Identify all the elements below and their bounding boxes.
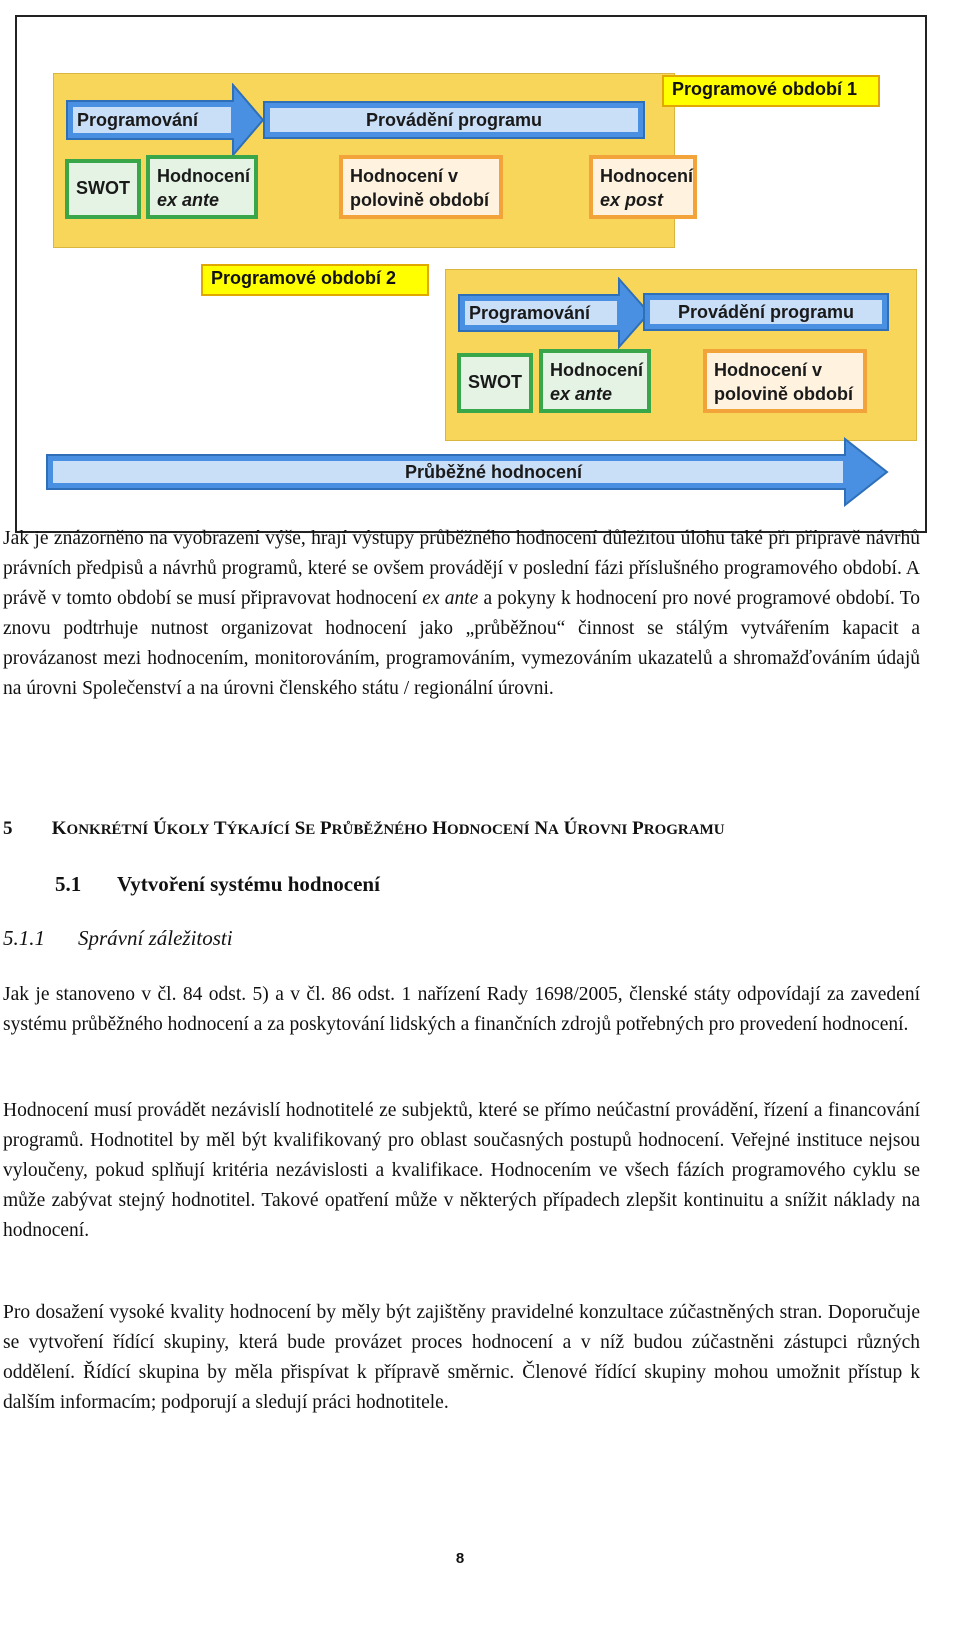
period2-midterm-line1: Hodnocení v (714, 360, 823, 380)
period1-midterm-box (339, 155, 503, 219)
period1-programming-arrow (65, 83, 265, 157)
period2-implementation-bar (643, 293, 889, 331)
period1-swot-label: SWOT (76, 178, 130, 198)
regulation-paragraph: Jak je stanoveno v čl. 84 odst. 5) a v čl. 86 odst. 1 nařízení Rady 1698/2005, členské státy odpovídají za zavedení systému průběžného hodnocení a za poskytování lidských a finančních zdrojů potřebných pro provedení hodnocení. (3, 984, 920, 1035)
period2-exante-box (539, 349, 651, 413)
period2-swot-box (457, 353, 533, 413)
title-rest: A (548, 822, 559, 838)
title-initial: T (213, 818, 227, 839)
title-rest: ÝKAJÍCÍ (226, 822, 290, 838)
period2-exante-line2: ex ante (550, 384, 613, 404)
evaluation-timeline-diagram (15, 15, 927, 533)
period1-exante-box (146, 155, 258, 219)
period1-exante-line2: ex ante (157, 190, 220, 210)
title-initial: P (320, 818, 332, 839)
title-rest: ODNOCENÍ (447, 822, 530, 838)
period1-expost-line2: ex post (600, 190, 664, 210)
section-title (52, 818, 725, 839)
intro-paragraph-italic: ex ante (422, 588, 479, 609)
title-initial: P (632, 818, 644, 839)
title-rest: RŮBĚŽNÉHO (331, 822, 428, 838)
period2-programming-label: Programování (469, 302, 591, 323)
title-initial: N (534, 818, 549, 839)
period2-implementation-label: Provádění programu (677, 301, 855, 322)
independence-paragraph: Hodnocení musí provádět nezávislí hodnotitelé ze subjektů, které se přímo neúčastní provádění, řízení a financování programů. Hodnotitel by měl být kvalifikovaný pro oblast současných postupů hodnocení. Veřejné instituce nejsou vyloučeny, pokud splňují kritéria nezávislosti a kvalifikace. Hodnocením ve všech fázích programového cyklu se může zabývat stejný hodnotitel. Takové opatření může v některých případech zlepšit kontinuitu a snížit náklady na hodnocení. (3, 1100, 920, 1241)
period1-exante-line1: Hodnocení (157, 166, 250, 186)
ongoing-evaluation-label: Průběžné hodnocení (405, 461, 583, 482)
page-number: 8 (455, 1550, 465, 1567)
period2-midterm-box (703, 349, 867, 413)
section-heading-5-1-1 (3, 926, 233, 951)
period1-swot-box (65, 159, 141, 219)
title-initial: Ú (152, 818, 167, 839)
period2-label: Programové období 2 (201, 264, 429, 296)
ongoing-evaluation-arrow (45, 437, 889, 507)
intro-paragraph-part1: Jak je znázorněno na vyobrazení výše, hrají výstupy průběžného hodnocení důležitou úlohu také při přípravě návrhů právních předpisů a návrhů programů, které se ovšem provádějí v poslední fázi příslušného programového období. A právě v tomto období se musí připravovat hodnocení (3, 528, 920, 609)
title-rest: KOLY (166, 822, 210, 838)
section-heading-5 (3, 818, 725, 840)
period1-midterm-line2: polovině období (350, 190, 489, 210)
section-title: Správní záležitosti (78, 926, 233, 950)
section-heading-5-1 (55, 872, 380, 897)
intro-paragraph-part2: a pokyny k hodnocení pro nové programové období. To znovu podtrhuje nutnost organizovat hodnocení jako „průběžnou“ činnost se stálým vytvářením kapacit a provázanost mezi hodnocením, monitorováním, programováním, vymezováním ukazatelů a shromažďováním údajů na úrovni Společenství a na úrovni členského státu / regionální úrovni. (3, 588, 920, 699)
intro-paragraph (3, 524, 920, 704)
period1-expost-box (589, 155, 697, 219)
period1-midterm-line1: Hodnocení v (350, 166, 459, 186)
period1-implementation-label: Provádění programu (365, 109, 543, 130)
section-number: 5.1.1 (3, 926, 45, 950)
period2-exante-line1: Hodnocení (550, 360, 643, 380)
section-number: 5 (3, 818, 13, 839)
title-initial: H (432, 818, 448, 839)
title-initial: K (51, 818, 67, 839)
period1-label: Programové období 1 (662, 75, 880, 107)
title-rest: ONKRÉTNÍ (66, 822, 149, 838)
title-rest: ROGRAMU (643, 822, 725, 838)
period2-midterm-line2: polovině období (714, 384, 853, 404)
section-title: Vytvoření systému hodnocení (117, 872, 380, 896)
consultation-paragraph: Pro dosažení vysoké kvality hodnocení by měly být zajištěny pravidelné konzultace zúčastněných stran. Doporučuje se vytvoření řídící skupiny, která bude provázet proces hodnocení a v níž budou zúčastněni zástupci různých oddělení. Řídící skupina by měla přispívat k přípravě směrnic. Členové řídící skupiny mohou umožnit přístup k dalším informacím; podporují a sledují práci hodnotitele. (3, 1302, 920, 1413)
period1-programming-label: Programování (77, 109, 199, 130)
period2-programming-arrow (457, 277, 651, 349)
period2-swot-label: SWOT (468, 372, 522, 392)
title-rest: ROVNI (577, 822, 628, 838)
section-number: 5.1 (55, 872, 82, 896)
period1-implementation-bar (263, 101, 645, 139)
period1-expost-line1: Hodnocení (600, 166, 693, 186)
title-initial: Ú (563, 818, 578, 839)
title-initial: S (294, 818, 306, 839)
title-rest: E (305, 822, 316, 838)
